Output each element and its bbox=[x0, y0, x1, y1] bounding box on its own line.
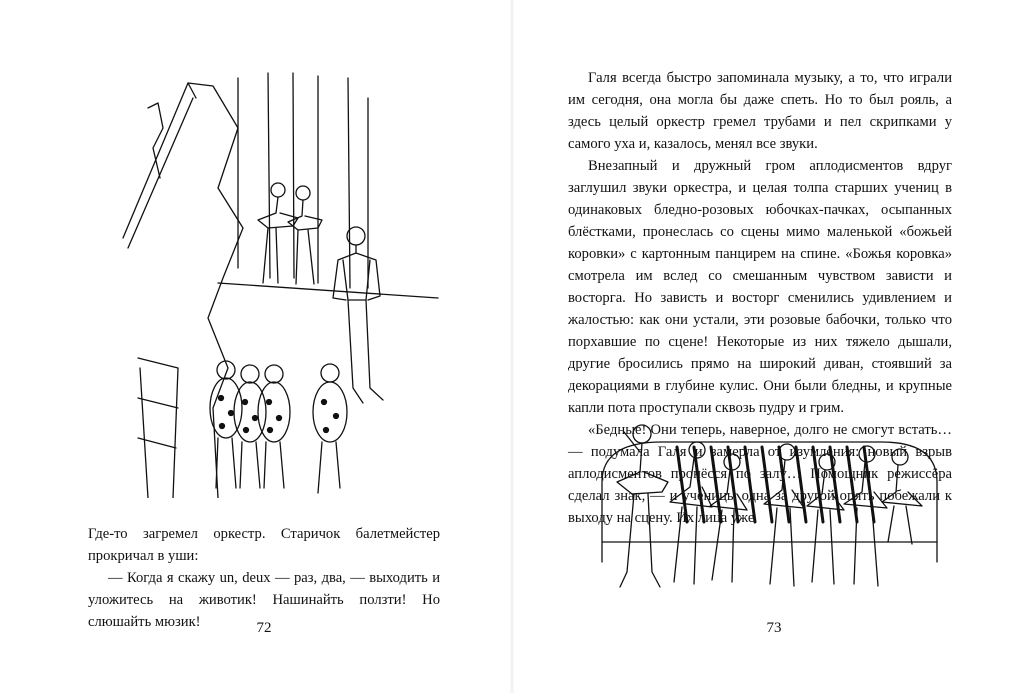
left-page-text bbox=[88, 523, 440, 633]
page-number: 72 bbox=[256, 620, 272, 636]
paragraph: Внезапный и дружный гром аплодисментов вдруг заглушил звуки оркестра, и целая толпа старших учениц в одинаковых бледно-розовых юбочках-пачках, осыпанных блёстками, пронеслась со сцены мимо маленькой «божьей коровки» с картонным панцирем на спине. «Божья коровка» смотрела им вслед со смешанным чувством зависти и восторга. Но зависть и восторг сменились удивлением и жалостью: как они устали, эти розовые бабочки, только что порхавшие по сцене! Некоторые из них тяжело дышали, другие бросились прямо на широкий диван, стоявший за декорациями в глубине кулис. Они были бледны, и крупные капли пота проступали сквозь пудру и грим. bbox=[568, 158, 952, 416]
right-page bbox=[512, 0, 1024, 693]
backstage-ladybugs-illustration bbox=[118, 68, 448, 498]
ballerinas-on-sofa-illustration bbox=[582, 402, 952, 602]
paragraph: Где-то загремел оркестр. Старичок балетмейстер прокричал в уши: bbox=[88, 526, 440, 564]
paragraph: Галя всегда быстро запоминала музыку, а то, что играли им сегодня, она могла бы даже спеть. Но то был рояль, а здесь целый оркестр гремел трубами и пел скрипками у самого уха и, казалось, менял все звуки. bbox=[568, 70, 952, 152]
paragraph: «Бедные! Они теперь, наверное, долго не смогут встать… — подумала Галя и замерла от изумления: новый взрыв аплодисментов пронёсся по залу… Помощник режиссёра сделал знак, — и ученицы одна за другой опять побежали к выходу на сцену. Их лица уже bbox=[568, 422, 952, 526]
paragraph: — Когда я скажу un, deux — раз, два, — выходить и уложитесь на животик! Нашинайть ползти! Но слюшайть мюзик! bbox=[88, 570, 440, 630]
page-number: 73 bbox=[766, 620, 782, 636]
